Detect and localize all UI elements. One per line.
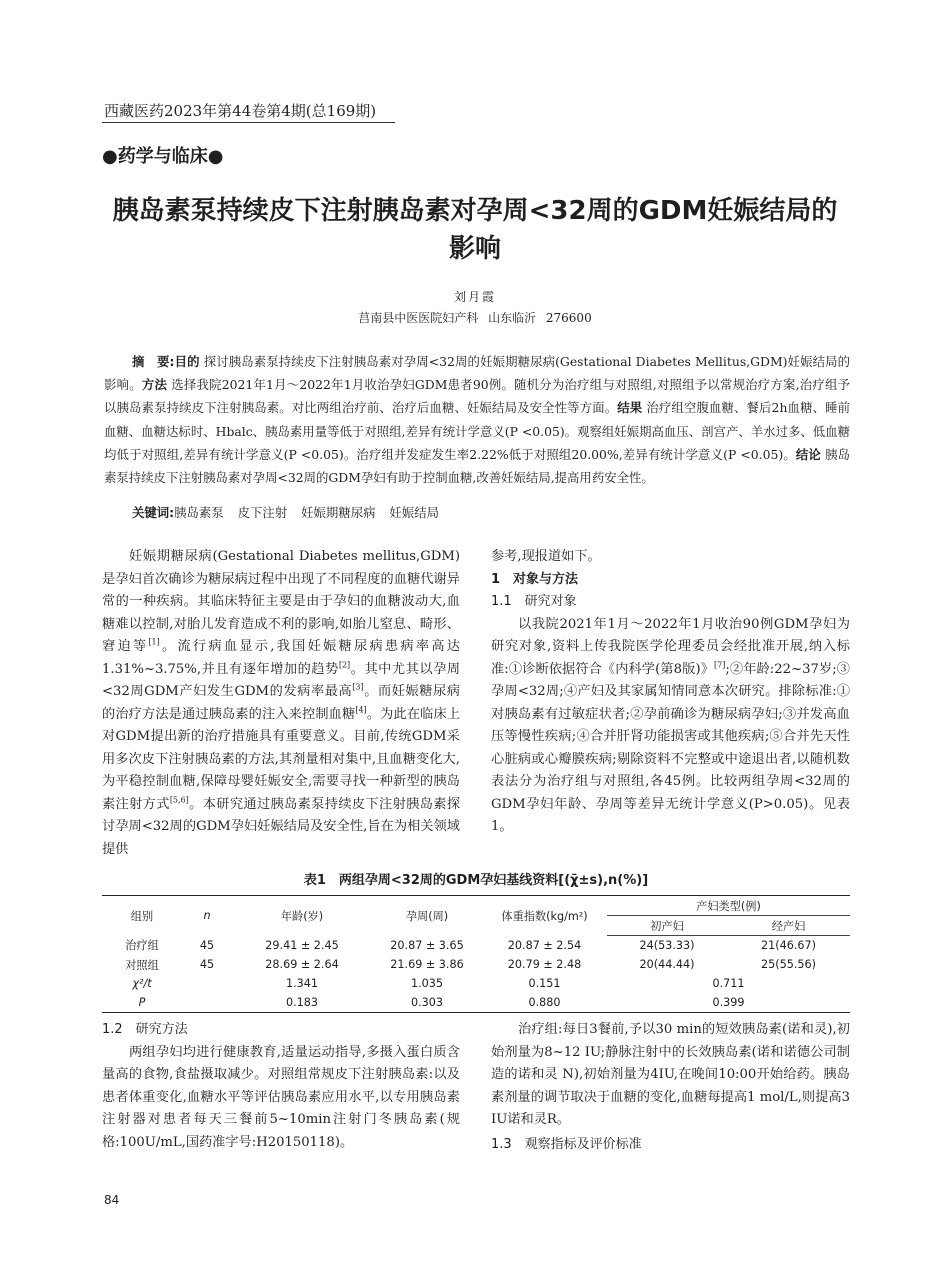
cell-age: 28.69 ± 2.64 <box>265 958 339 971</box>
cell-empty <box>182 974 232 993</box>
page-number: 84 <box>104 1193 120 1207</box>
abstract-results: 治疗组空腹血糖、餐后2h血糖、睡前血糖、血糖达标时、Hbalc、胰岛素用量等低于对照组,差异有统计学意义(P <0.05)。观察组妊娠期高血压、剖宫产、羊水过多、低血糖均低于对照组,差异有统计学意义(P <0.05)。治疗组并发症发生率2.22%低于对照组20.00%,差异有统计学意义(P <0.05)。 <box>104 400 851 462</box>
subjects-text: 以我院2021年1月～2022年1月收治90例GDM孕妇为研究对象,资料上传我院医学伦理委员会经批准开展,纳入标准:①诊断依据符合《内科学(第8版)》 <box>491 616 850 677</box>
baseline-table <box>102 895 850 1013</box>
cell-group: 对照组 <box>125 958 159 972</box>
cell-parity: 0.711 <box>712 977 745 990</box>
methods-right-bottom <box>491 1019 850 1156</box>
citation: [3] <box>352 682 364 692</box>
subsection-heading: 1.2 研究方法 <box>102 1022 188 1037</box>
header-parity: 产妇类型(例) <box>607 896 850 916</box>
cell-age: 29.41 ± 2.45 <box>265 938 339 952</box>
cell-bmi: 0.151 <box>528 977 561 990</box>
cell-multipara: 25(55.56) <box>761 958 816 971</box>
subjects-paragraph <box>491 614 850 839</box>
journal-header: 西藏医药2023年第44卷第4期(总169期) <box>104 102 377 120</box>
citation: [4] <box>355 705 367 715</box>
methods-column <box>491 546 850 839</box>
header-rule <box>102 122 395 123</box>
abstract-conclusion: 胰岛素泵持续皮下注射胰岛素对孕周<32周的GDM孕妇有助于控制血糖,改善妊娠结局,提高用药安全性。 <box>104 446 850 486</box>
intro-paragraph <box>102 546 460 861</box>
cell-n: 45 <box>199 958 215 971</box>
subsection-heading: 1.1 研究对象 <box>491 594 577 609</box>
keywords-text: 胰岛素泵 皮下注射 妊娠期糖尿病 妊娠结局 <box>174 505 439 520</box>
header-bmi: 体重指数(kg/m²) <box>482 896 607 936</box>
abstract-aim-label: 目的 <box>174 354 200 369</box>
abstract-aim: 探讨胰岛素泵持续皮下注射胰岛素对孕周<32周的妊娠期糖尿病(Gestational Diabetes Mellitus,GDM)妊娠结局的影响。 <box>104 354 850 393</box>
intro-text: 妊娠期糖尿病(Gestational Diabetes mellitus,GDM)是孕妇首次确诊为糖尿病过程中出现了不同程度的血糖代谢异常的一种疾病。其临床特征主要是由于孕妇的血糖波动大,血糖难以控制,对胎儿发育造成不利的影响,如胎儿窒息、畸形、窘迫等 <box>102 549 460 654</box>
citation: [1] <box>148 637 160 647</box>
abstract-methods-label: 方法 <box>141 377 168 393</box>
cell-empty <box>182 993 232 1013</box>
intro-text: 。流行病血显示,我国妊娠糖尿病患病率高达1.31%~3.75%,并且有逐年增加的趋势 <box>102 639 460 677</box>
header-gestation: 孕周(周) <box>372 896 482 936</box>
section-heading: 1 对象与方法 <box>491 571 579 587</box>
article-title: 胰岛素泵持续皮下注射胰岛素对孕周<32周的GDM妊娠结局的影响 <box>112 196 838 264</box>
cell-n: 45 <box>199 938 215 952</box>
stat-row <box>102 974 850 993</box>
header-group: 组别 <box>102 896 182 936</box>
abstract-conclusion-label: 结论 <box>795 446 821 462</box>
cell-age: 1.341 <box>285 977 319 990</box>
cell-primipara: 24(53.33) <box>639 939 695 952</box>
header-age: 年龄(岁) <box>232 896 372 936</box>
intro-text-continued: 。本研究通过胰岛素泵持续皮下注射胰岛素探讨孕周<32周的GDM孕妇妊娠结局及安全性,旨在为相关领域提供 <box>102 796 461 857</box>
cell-stat-label: P <box>102 993 182 1013</box>
table-caption: 表1 两组孕周<32周的GDM孕妇基线资料[(χ̄±s),n(%)] <box>303 873 649 888</box>
header-multipara: 经产妇 <box>727 916 850 936</box>
intro-paragraph-end: 参考,现报道如下。 <box>491 549 601 564</box>
table-row <box>102 936 850 956</box>
methods-paragraph: 两组孕妇均进行健康教育,适量运动指导,多摄入蛋白质含量高的食物,食盐摄取减少。对照组常规皮下注射胰岛素:以及患者体重变化,血糖水平等评估胰岛素应用水平,以专用胰岛素注射器对患者每天三餐前5~10min注射门冬胰岛素(规格:100U/mL,国药准字号:H20150118)。 <box>102 1044 460 1150</box>
keywords <box>132 503 439 523</box>
abstract <box>104 350 850 489</box>
cell-bmi: 0.880 <box>482 993 607 1013</box>
citation: [5,6] <box>169 795 189 805</box>
intro-text: 。而妊娠糖尿病的治疗方法是通过胰岛素的注入来控制血糖 <box>102 684 460 722</box>
intro-text: 。其中尤其以孕周<32周GDM产妇发生GDM的发病率最高 <box>102 661 461 699</box>
cell-multipara: 21(46.67) <box>761 939 816 952</box>
stat-row <box>102 993 850 1013</box>
intro-text: 。为此在临床上对GDM提出新的治疗措施具有重要意义。目前,传统GDM采用多次皮下注射胰岛素的方法,其剂量相对集中,且血糖变化大,为平稳控制血糖,保障母婴妊娠安全,需要寻找一种新型的胰岛素注射方式 <box>102 706 461 812</box>
citation: [7] <box>714 660 726 670</box>
cell-group: 治疗组 <box>125 939 159 953</box>
cell-age: 0.183 <box>232 993 372 1013</box>
citation: [2] <box>338 660 351 670</box>
author: 刘月霞 <box>453 290 496 304</box>
table-row <box>102 955 850 974</box>
cell-stat-label: χ²/t <box>132 977 152 990</box>
cell-parity: 0.399 <box>607 993 850 1013</box>
header-primipara: 初产妇 <box>607 916 727 936</box>
cell-primipara: 20(44.44) <box>639 958 695 971</box>
cell-gestation: 21.69 ± 3.86 <box>390 958 464 971</box>
treatment-paragraph: 治疗组:每日3餐前,予以30 min的短效胰岛素(诺和灵),初始剂量为8~12 IU;静脉注射中的长效胰岛素(诺和诺德公司制造的诺和灵 N),初始剂量为4IU,在晚间10:00开始给药。胰岛素剂量的调节取决于血糖的变化,血糖每提高1 mol/L,则提高3 IU诺和灵R。 <box>491 1022 850 1127</box>
cell-bmi: 20.79 ± 2.48 <box>507 958 582 971</box>
subjects-text: ;②年龄:22~37岁;③孕周<32周;④产妇及其家属知情同意本次研究。排除标准:①对胰岛素有过敏症状者;②孕前确诊为糖尿病孕妇;③并发高血压等慢性疾病;④合并肝肾功能损害或其他疾病;⑤合并先天性心脏病或心瓣膜疾病;剔除资料不完整或中途退出者,以随机数表法分为治疗组与对照组,各45例。比较两组孕周<32周的GDM孕妇年龄、孕周等差异无统计学意义(P>0.05)。见表1。 <box>491 661 850 834</box>
abstract-methods: 选择我院2021年1月～2022年1月收治孕妇GDM患者90例。随机分为治疗组与对照组,对照组予以常规治疗方案,治疗组予以胰岛素泵持续皮下注射胰岛素。对比两组治疗前、治疗后血糖、妊娠结局及安全性等方面。 <box>104 377 851 416</box>
keywords-label: 关键词: <box>132 505 175 520</box>
header-n: n <box>182 896 232 936</box>
cell-gestation: 20.87 ± 3.65 <box>390 938 464 952</box>
affiliation: 莒南县中医医院妇产科 山东临沂 276600 <box>358 311 592 325</box>
abstract-label: 摘 要: <box>132 354 175 369</box>
subsection-heading: 1.3 观察指标及评价标准 <box>491 1136 642 1152</box>
cell-gestation: 1.035 <box>410 977 444 990</box>
abstract-results-label: 结果 <box>617 400 643 416</box>
section-tag: ●药学与临床● <box>102 146 224 167</box>
cell-gestation: 0.303 <box>372 993 482 1013</box>
methods-left-bottom <box>102 1019 460 1154</box>
intro-column <box>102 546 460 861</box>
cell-bmi: 20.87 ± 2.54 <box>507 938 582 952</box>
